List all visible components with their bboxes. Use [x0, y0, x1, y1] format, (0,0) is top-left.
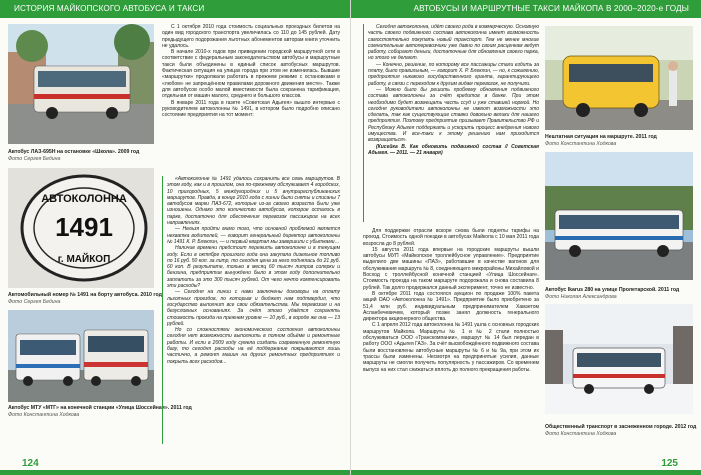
- caption-title: Автобус ЛАЗ-695Н на остановке «Школа». 2009 год: [8, 149, 140, 155]
- photo-minibus-incident: [545, 26, 693, 130]
- caption-credit: Фото Сергея Бедина: [8, 298, 61, 305]
- paragraph: 15 августа 2011 года впервые на городские маршруты вышли автобусы МУП «Майкопское троллейбусное управление». Предприятие выделило две машины «ПАЗ», работавшие в качестве вагонов для обслуживания маршрута № 8, соединяющего микрорайоны Михайловой и Восход с троллейбусной конечной станцией «Улица Шоссейная». Стоимость проезда на таком маршруте подорожала и снова составила 8 рублей. Так долго продержался данный эксперимент, точно не известно.: [363, 246, 539, 291]
- quote-paragraph: — Нельзя пройти мимо того, что основной проблемой является нехватка водителей, — говорит генеральный директор автоколонны № 1491 К. Р. Блеклин, — и первый квартал мы завершили с убытками…: [167, 226, 340, 245]
- caption-credit: Фото Константина Ходкова: [8, 411, 80, 418]
- photo-autocolumn-badge: [8, 168, 154, 288]
- right-footer-stripe: [351, 470, 701, 475]
- badge-illustration: [8, 168, 154, 288]
- left-page: [0, 0, 350, 475]
- paragraph: Для поддержки отрасли вскоре снова были подняты тарифы на проезд. Стоимость одной поездки в автобусах Майкопа с 10 мая 2011 года возросла до 8 рублей.: [363, 228, 539, 247]
- caption-credit: Фото Николая Александрова: [545, 293, 617, 300]
- caption-credit: Фото Константина Ходкова: [545, 430, 617, 437]
- left-page-number: 124: [22, 458, 39, 469]
- left-interview-quote: [162, 176, 340, 444]
- mtu-bus-illustration: [8, 310, 154, 402]
- quote-paragraph: Сегодня автоколонна, идёт своего рода в коммерческую. Основную часть своего подвижного состава автоколонна имеет возможность самостоятельно покупать новый транспорт. Тем не менее многие сомнительные автоперевозчики уже давно по своим расценкам ведут работу, собирают деньги, достаточные для обновления своего парка, но этого не делают.: [368, 24, 539, 62]
- caption-credit: Фото Константина Ходкова: [545, 140, 617, 147]
- photo-caption-badge: [8, 292, 162, 306]
- quote-paragraph: — Сегодня на линии с нами заключены договоры на оплату льготных проездов, по которым и бюджет нам подтвердил, что государство выполнит все свои обязательства. Мы перевозим и на безусловных основаниях. За счёт этого удаётся сохранять стоимость проезда на прежнем уровне — 10 руб., в городе же она — 13 рублей.: [167, 289, 340, 327]
- caption-title: Общественный транспорт в заснеженном городе. 2012 год: [545, 424, 697, 430]
- quote-source: (Кисейка В. Как обновить подвижной состав // Советская Адыгея. — 2011. — 21 января): [368, 143, 539, 156]
- photo-caption-ikarus: [545, 287, 693, 301]
- quote-paragraph: — Можно было бы решить проблему обновления подвижного состава автоколонны за счёт кредитов в банке. При этом необходимо будет возмещать часть ссуд и уже ставшей нормой. Но сегодня руководители автоколонны не имеют возможности это сделать, так как существующие ставки довольно велики для нашего предприятия. Поэтому предприятие призывает Правительство РФ и Республику Адыгея поддержать и ускорить процесс внедрения нового имущества. И все-таки к этому решению нам приходится возвращаться».: [368, 86, 539, 144]
- photo-mtu-bus: [8, 310, 154, 402]
- left-footer-stripe: [0, 470, 350, 475]
- ikarus-illustration: [545, 152, 693, 280]
- caption-title: Нештатная ситуация на маршруте. 2011 год: [545, 134, 657, 140]
- caption-credit: Фото Сергея Бедина: [8, 155, 61, 162]
- photo-caption-laz: [8, 149, 154, 163]
- paragraph: С 1 апреля 2012 года автоколонна № 1491 ушла с основных городских маршрутов Майкопа. Маршруты № 1 и № 2 стали полностью обслуживаться ООО «Транскомпании», маршрут № 14 был передан в работу ООО «Адыгея ГАЗ». За счёт высвобождённого подвижного состава были восстановлены автобусные маршруты № 6 и № 9а, при этом их трассы были изменены. Несмотря на предпринятые усилия, данные маршруты не смогли получить популярность у пассажиров. Со временем выпуск на них стал снижаться вплоть до полного прекращения работы.: [363, 322, 539, 373]
- photo-caption-minibus: [545, 134, 693, 148]
- laz-bus-illustration: [8, 24, 154, 144]
- badge-number-text: 1491: [55, 212, 113, 242]
- right-page-header: АВТОБУСЫ И МАРШРУТНЫЕ ТАКСИ МАЙКОПА В 2000–2020-е ГОДЫ: [351, 0, 701, 18]
- right-body-text: [363, 228, 539, 444]
- badge-top-text: АВТОКОЛОННА: [41, 193, 127, 205]
- paragraph: С 1 октября 2010 года стоимость социальных проездных билетов на один вид городского транспорта увеличилась со 110 до 145 рублей. Дату предыдущего подорожания льготных абонементов авторам книги уточнить не удалось.: [162, 24, 340, 49]
- left-page-header: ИСТОРИЯ МАЙКОПСКОГО АВТОБУСА И ТАКСИ: [0, 0, 350, 18]
- photo-snow-bus: [545, 304, 693, 414]
- minibus-illustration: [545, 26, 693, 130]
- quote-paragraph: «Автоколонне № 1491 удалось сохранить все семь маршрутов. В этом году, как и в прошлом, она по-прежнему обслуживает 4 городских, 10 пригородных, 5 междугородних и 5 внутриреспубликанских маршрутов. Правда, в конце 2010 года с линии были сняты и списаны 7 автобусов марки ПАЗ-672, которые из-за своего возраста были уже изношены. Однако это количество автобусов, которое осталось в парке, достаточно для обеспечения перевозок пассажиров на всех направлениях.: [167, 176, 340, 227]
- badge-bottom-text: г. МАЙКОП: [57, 254, 111, 265]
- caption-title: Автобус Ikarus 280 на улице Пролетарской. 2011 год: [545, 287, 680, 293]
- quote-paragraph: — Конечно, решение, по которому все пассажиры стали ездить за плату, было правильным, — говорит Х. Р. Блеклин, — но, к сожалению, предприятия никакого государственного гранта, гарантирующего работу, в связи с переходом к другим видам перевозок, не получили.: [368, 61, 539, 87]
- caption-title: Автобус МТУ «МТГ» на конечной станции «Улица Шоссейная». 2011 год: [8, 405, 192, 411]
- paragraph: В октябре 2011 года состоялся аукцион по продаже 100% пакета акций ОАО «Автоколонна № 1491». Предприятие было приобретено за 51,4 млн руб. индивидуальным предпринимателем Хамзетом Асланбечевичем, который позже занял должность генерального директора акционерного общества.: [363, 290, 539, 323]
- caption-title: Автомобильный номер № 1491 на борту автобуса. 2010 год: [8, 292, 162, 298]
- right-page-number: 125: [661, 458, 678, 469]
- photo-caption-mtu: [8, 405, 192, 419]
- right-page: [350, 0, 700, 475]
- left-body-text: [162, 24, 340, 172]
- photo-caption-snow: [545, 424, 697, 438]
- snow-illustration: [545, 304, 693, 414]
- paragraph: В начале 2010-х годов при приведении городской маршрутной сети в соответствие с федеральным законодательством автобусы и маршрутные такси были объединены в единый список автобусных маршрутов. Фактическая ситуация на улицах города при этом не изменилась. Бывшие «маршрутки» продолжали работать в прежнем режиме с остановками в «любом» не запрещённом правилами дорожного движения месте». Также для автобусов особо малой вместимости была сохранена тарификация, отдельная от машин малого, среднего и большого классов.: [162, 49, 340, 100]
- quote-paragraph: Наличие времени предстоит пережить автоколонне и в текущем году. Если в октябре прошлого года она закупала дизельное топливо по 16 руб. 50 коп. за литр, то сегодня цена за него поднялась до 21 руб. 60 коп. В результате, только в месяц 60 тысяч литров солярки и бензина, предприятие вынуждено было в этом году дополнительно заплатить за это 300 тысяч рублей. От чего нечто компенсировать эти расходы?: [167, 245, 340, 290]
- photo-laz-bus: [8, 24, 154, 144]
- paragraph: В январе 2011 года в газете «Советская Адыгея» вышло интервью с руководителем автоколонны № 1491, в котором было подробно описано состояние предприятия на тот момент:: [162, 99, 340, 119]
- quote-paragraph: Но со сложностями экономического состояния автоколонны сегодня нет возможности выполнить в полном объёме и ремонтные работы. И если в 2009 году сумела создать современную ремонтную базу, то сегодня расходы на её поддержание покрываются лишь частично, а ремонт машин на других ремонтных предприятиях и покрыть всех расходов...: [167, 327, 340, 365]
- right-interview-quote: [363, 24, 539, 222]
- photo-ikarus-bus: [545, 152, 693, 280]
